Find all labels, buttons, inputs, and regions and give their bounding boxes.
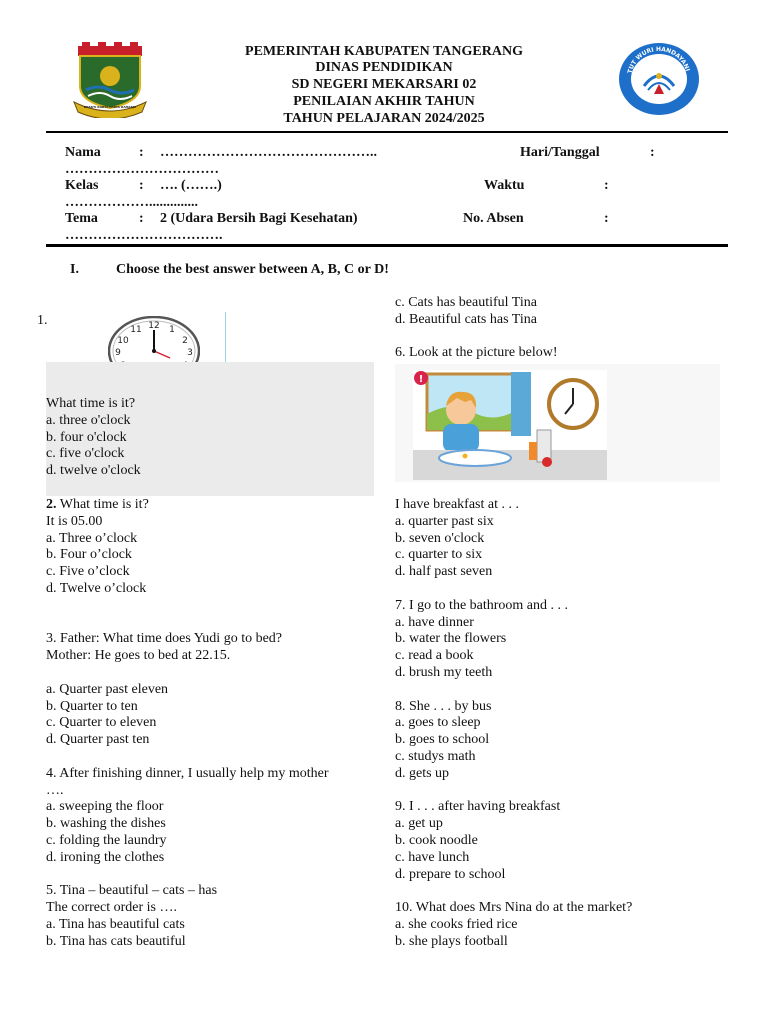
question-10 [395,900,720,950]
question-8-option-b: b. goes to school [395,732,490,748]
question-10-option-b: b. she plays football [395,933,508,949]
question-5-prompt: 5. Tina – beautiful – cats – has [46,883,218,899]
question-4 [46,766,376,867]
header-line-exam: PENILAIAN AKHIR TAHUN [293,94,475,109]
question-2-number: 2. [46,497,57,512]
question-7-option-c: c. read a book [395,648,474,664]
name-colon: : [139,145,144,160]
question-4-prompt-cont: …. [46,782,64,798]
left-column-questions [46,497,376,951]
time-colon: : [604,178,609,193]
question-2-option-a: a. Three o’clock [46,530,138,546]
question-9-option-a: a. get up [395,816,443,832]
theme-field: 2 (Udara Bersih Bagi Kesehatan) [160,211,358,226]
question-2-option-d: d. Twelve o’clock [46,580,147,596]
question-6-option-d: d. half past seven [395,564,493,580]
header-line-office: DINAS PENDIDIKAN [315,60,453,75]
question-9-option-d: d. prepare to school [395,866,506,882]
tut-wuri-ring-text: TUT WURI HANDAYANI [626,45,691,75]
section-instruction: Choose the best answer between A, B, C or D! [116,262,389,277]
theme-colon: : [139,211,144,226]
question-7-option-d: d. brush my teeth [395,664,493,680]
question-2-option-b: b. Four o’clock [46,547,132,563]
question-1-option-b: b. four o'clock [46,429,127,445]
question-6-prompt: 6. Look at the picture below! [395,345,558,361]
question-8 [395,699,720,783]
question-9 [395,799,720,883]
question-5-continued [395,295,720,329]
question-4-option-b: b. washing the dishes [46,816,166,832]
question-8-option-d: d. gets up [395,765,450,781]
header-rule-top [46,131,728,133]
question-2 [46,497,376,598]
question-1-option-c: c. five o'clock [46,446,125,462]
absence-number-label: No. Absen [463,211,524,226]
date-label: Hari/Tanggal [520,145,600,160]
question-3-option-d: d. Quarter past ten [46,732,150,748]
question-2-option-c: c. Five o’clock [46,564,130,580]
question-4-option-d: d. ironing the clothes [46,849,165,865]
clock-number-2: 2 [182,336,188,346]
header-line-school: SD NEGERI MEKARSARI 02 [291,77,477,92]
question-2-statement: It is 05.00 [46,513,103,529]
question-5-option-d: d. Beautiful cats has Tina [395,311,537,327]
absence-field-dots: ……………………………. [65,228,223,243]
question-6-option-a: a. quarter past six [395,513,494,529]
regency-logo-ribbon-text: BHAKTI KARYA PARTA RAHARJA [83,105,137,109]
question-2-prompt: What time is it? [59,497,149,512]
question-1-text [46,396,374,480]
question-9-option-c: c. have lunch [395,849,470,865]
question-7-option-b: b. water the flowers [395,631,507,647]
question-4-prompt: 4. After finishing dinner, I usually help my mother [46,765,329,781]
question-1-number: 1. [37,313,48,328]
clock-number-10: 10 [117,336,129,346]
name-label: Nama [65,145,101,160]
clock-number-11: 11 [130,325,142,335]
question-10-prompt: 10. What does Mrs Nina do at the market? [395,900,633,916]
question-5 [46,883,376,950]
date-colon: : [650,145,655,160]
question-8-option-a: a. goes to sleep [395,715,481,731]
question-6-lead: I have breakfast at . . . [395,497,519,512]
question-5-option-b: b. Tina has cats beautiful [46,933,186,949]
right-column-top [395,295,720,362]
question-7 [395,598,720,682]
question-1-option-d: d. twelve o'clock [46,463,141,479]
question-3-statement: Mother: He goes to bed at 22.15. [46,648,231,664]
question-3-option-b: b. Quarter to ten [46,698,138,714]
question-8-option-c: c. studys math [395,748,476,764]
theme-label: Tema [65,211,98,226]
question-7-prompt: 7. I go to the bathroom and . . . [395,597,569,613]
class-label: Kelas [65,178,99,193]
question-9-prompt: 9. I . . . after having breakfast [395,799,561,815]
absence-number-colon: : [604,211,609,226]
right-column-questions [395,497,720,951]
question-5-instruction: The correct order is …. [46,900,177,916]
clock-number-1: 1 [169,325,175,335]
name-field: ……………………………………….. [160,145,377,160]
time-label: Waktu [484,178,525,193]
question-3-option-a: a. Quarter past eleven [46,681,169,697]
question-6-option-b: b. seven o'clock [395,530,485,546]
header-line-government: PEMERINTAH KABUPATEN TANGERANG [245,44,523,59]
time-field-dots: ……………….............. [65,195,198,210]
breakfast-boy-picture [413,370,607,480]
class-colon: : [139,178,144,193]
question-5-option-c: c. Cats has beautiful Tina [395,295,537,310]
question-3-option-c: c. Quarter to eleven [46,715,157,731]
question-1-prompt: What time is it? [46,396,136,411]
question-10-option-a: a. she cooks fried rice [395,916,518,932]
question-3-options [46,682,376,749]
question-4-option-c: c. folding the laundry [46,832,167,848]
question-3-prompt: 3. Father: What time does Yudi go to bed? [46,631,283,647]
question-5-option-a: a. Tina has beautiful cats [46,916,185,932]
question-6-picture-area [395,364,720,482]
header-rule-bottom [46,244,728,247]
question-8-prompt: 8. She . . . by bus [395,698,492,714]
question-9-option-b: b. cook noodle [395,832,478,848]
question-4-option-a: a. sweeping the floor [46,799,164,815]
tut-wuri-handayani-logo [618,42,700,116]
section-number: I. [70,262,79,277]
question-7-option-a: a. have dinner [395,614,474,630]
question-3-dialog [46,631,376,665]
question-1-option-a: a. three o'clock [46,412,131,428]
svg-text:!: ! [418,374,424,385]
date-field-dots: …………………………… [65,162,219,177]
question-6 [395,497,720,581]
header-line-year: TAHUN PELAJARAN 2024/2025 [283,111,485,126]
clock-number-12: 12 [148,321,160,331]
clock-number-3: 3 [187,348,193,358]
tangerang-regency-logo [72,42,148,118]
question-6-option-c: c. quarter to six [395,547,483,563]
class-field: …. (…….) [160,178,222,193]
clock-number-9: 9 [115,348,121,358]
